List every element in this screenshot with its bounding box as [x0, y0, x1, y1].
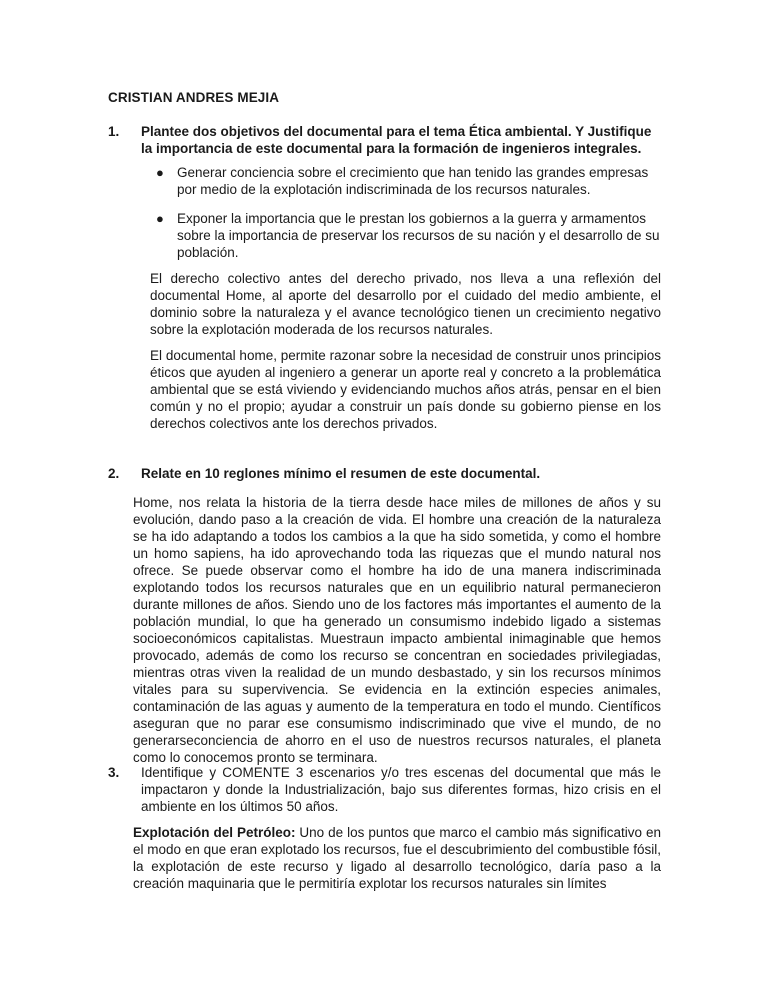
q1-paragraph-1: El derecho colectivo antes del derecho privado, nos lleva a una reflexión del documental Home, al aporte del desarrollo por el cuidado del medio ambiente, el dominio sobre la naturaleza y el avance tecnológico tienen un crecimiento negativo sobre la explotación moderada de los recursos naturales.: [150, 271, 661, 337]
question-2: [108, 465, 661, 482]
question-3-number: 3.: [108, 765, 120, 780]
q3-paragraph: [133, 824, 661, 892]
q1-paragraph-2: El documental home, permite razonar sobre la necesidad de construir unos principios éticos que ayuden al ingeniero a generar un aporte real y concreto a la problemática ambiental que se está viviendo y evidenciando muchos años atrás, pensar en el bien común y no el propio; ayudar a construir un país donde su gobierno piense en los derechos colectivos ante los derechos privados.: [150, 348, 661, 431]
question-2-number: 2.: [108, 466, 120, 481]
bullet-item: [156, 164, 661, 198]
bullet-text: Generar conciencia sobre el crecimiento que han tenido las grandes empresas por medio de la explotación indiscriminada de los recursos naturales.: [177, 165, 649, 197]
question-3: [108, 764, 661, 815]
bullet-icon: ●: [156, 211, 164, 226]
bullet-text: Exponer la importancia que le prestan los gobiernos a la guerra y armamentos sobre la importancia de preservar los recursos de su nación y el desarrollo de su población.: [177, 211, 660, 260]
bullet-icon: ●: [156, 165, 164, 180]
question-2-text: Relate en 10 reglones mínimo el resumen de este documental.: [141, 466, 541, 481]
bullet-item: [156, 210, 661, 261]
q3-scenario-text: Uno de los puntos que marco el cambio más significativo en el modo en que eran explotado los recursos, fue el descubrimiento del combustible fósil, la explotación de este recurso y ligado al desarrollo tecnológico, daría paso a la creación maquinaria que le permitiría explotar los recursos naturales sin límites: [133, 825, 661, 891]
question-1-text: Plantee dos objetivos del documental para el tema Ética ambiental. Y Justifique la importancia de este documental para la formación de ingenieros integrales.: [141, 124, 652, 156]
author-name: CRISTIAN ANDRES MEJIA: [108, 90, 280, 105]
q3-scenario-label: Explotación del Petróleo:: [133, 825, 296, 840]
question-1-number: 1.: [108, 124, 120, 139]
question-3-text: Identifique y COMENTE 3 escenarios y/o tres escenas del documental que más le impactaron y donde la Industrialización, bajo sus diferentes formas, hizo crisis en el ambiente en los últimos 50 años.: [141, 765, 661, 814]
q2-summary-paragraph: Home, nos relata la historia de la tierra desde hace miles de millones de años y su evolución, dando paso a la creación de vida. El hombre una creación de la naturaleza se ha ido adaptando a todos los cambios a la que ha sido sometida, y como el hombre un homo sapiens, ha ido aprovechando toda las riquezas que el mundo natural nos ofrece. Se puede observar como el hombre ha ido de una manera indiscriminada explotando todos los recursos naturales que en un equilibrio natural permanecieron durante millones de años. Siendo uno de los factores más importantes el aumento de la población mundial, lo que ha generado un consumismo indebido ligado a sistemas socioeconómicos capitalistas. Muestraun impacto ambiental inimaginable que hemos provocado, además de como los recurso se concentran en sociedades privilegiadas, mientras otras viven la realidad de un mundo desbastado, y sin los recursos mínimos vitales para su supervivencia. Se evidencia en la extinción especies animales, contaminación de las aguas y aumento de la temperatura en todo el mundo. Científicos aseguran que no parar ese consumismo indiscriminado que vive el mundo, de no generarseconciencia de ahorro en el uso de nuestros recursos naturales, el planeta como lo conocemos pronto se terminara.: [133, 495, 661, 765]
question-1: [108, 123, 661, 157]
